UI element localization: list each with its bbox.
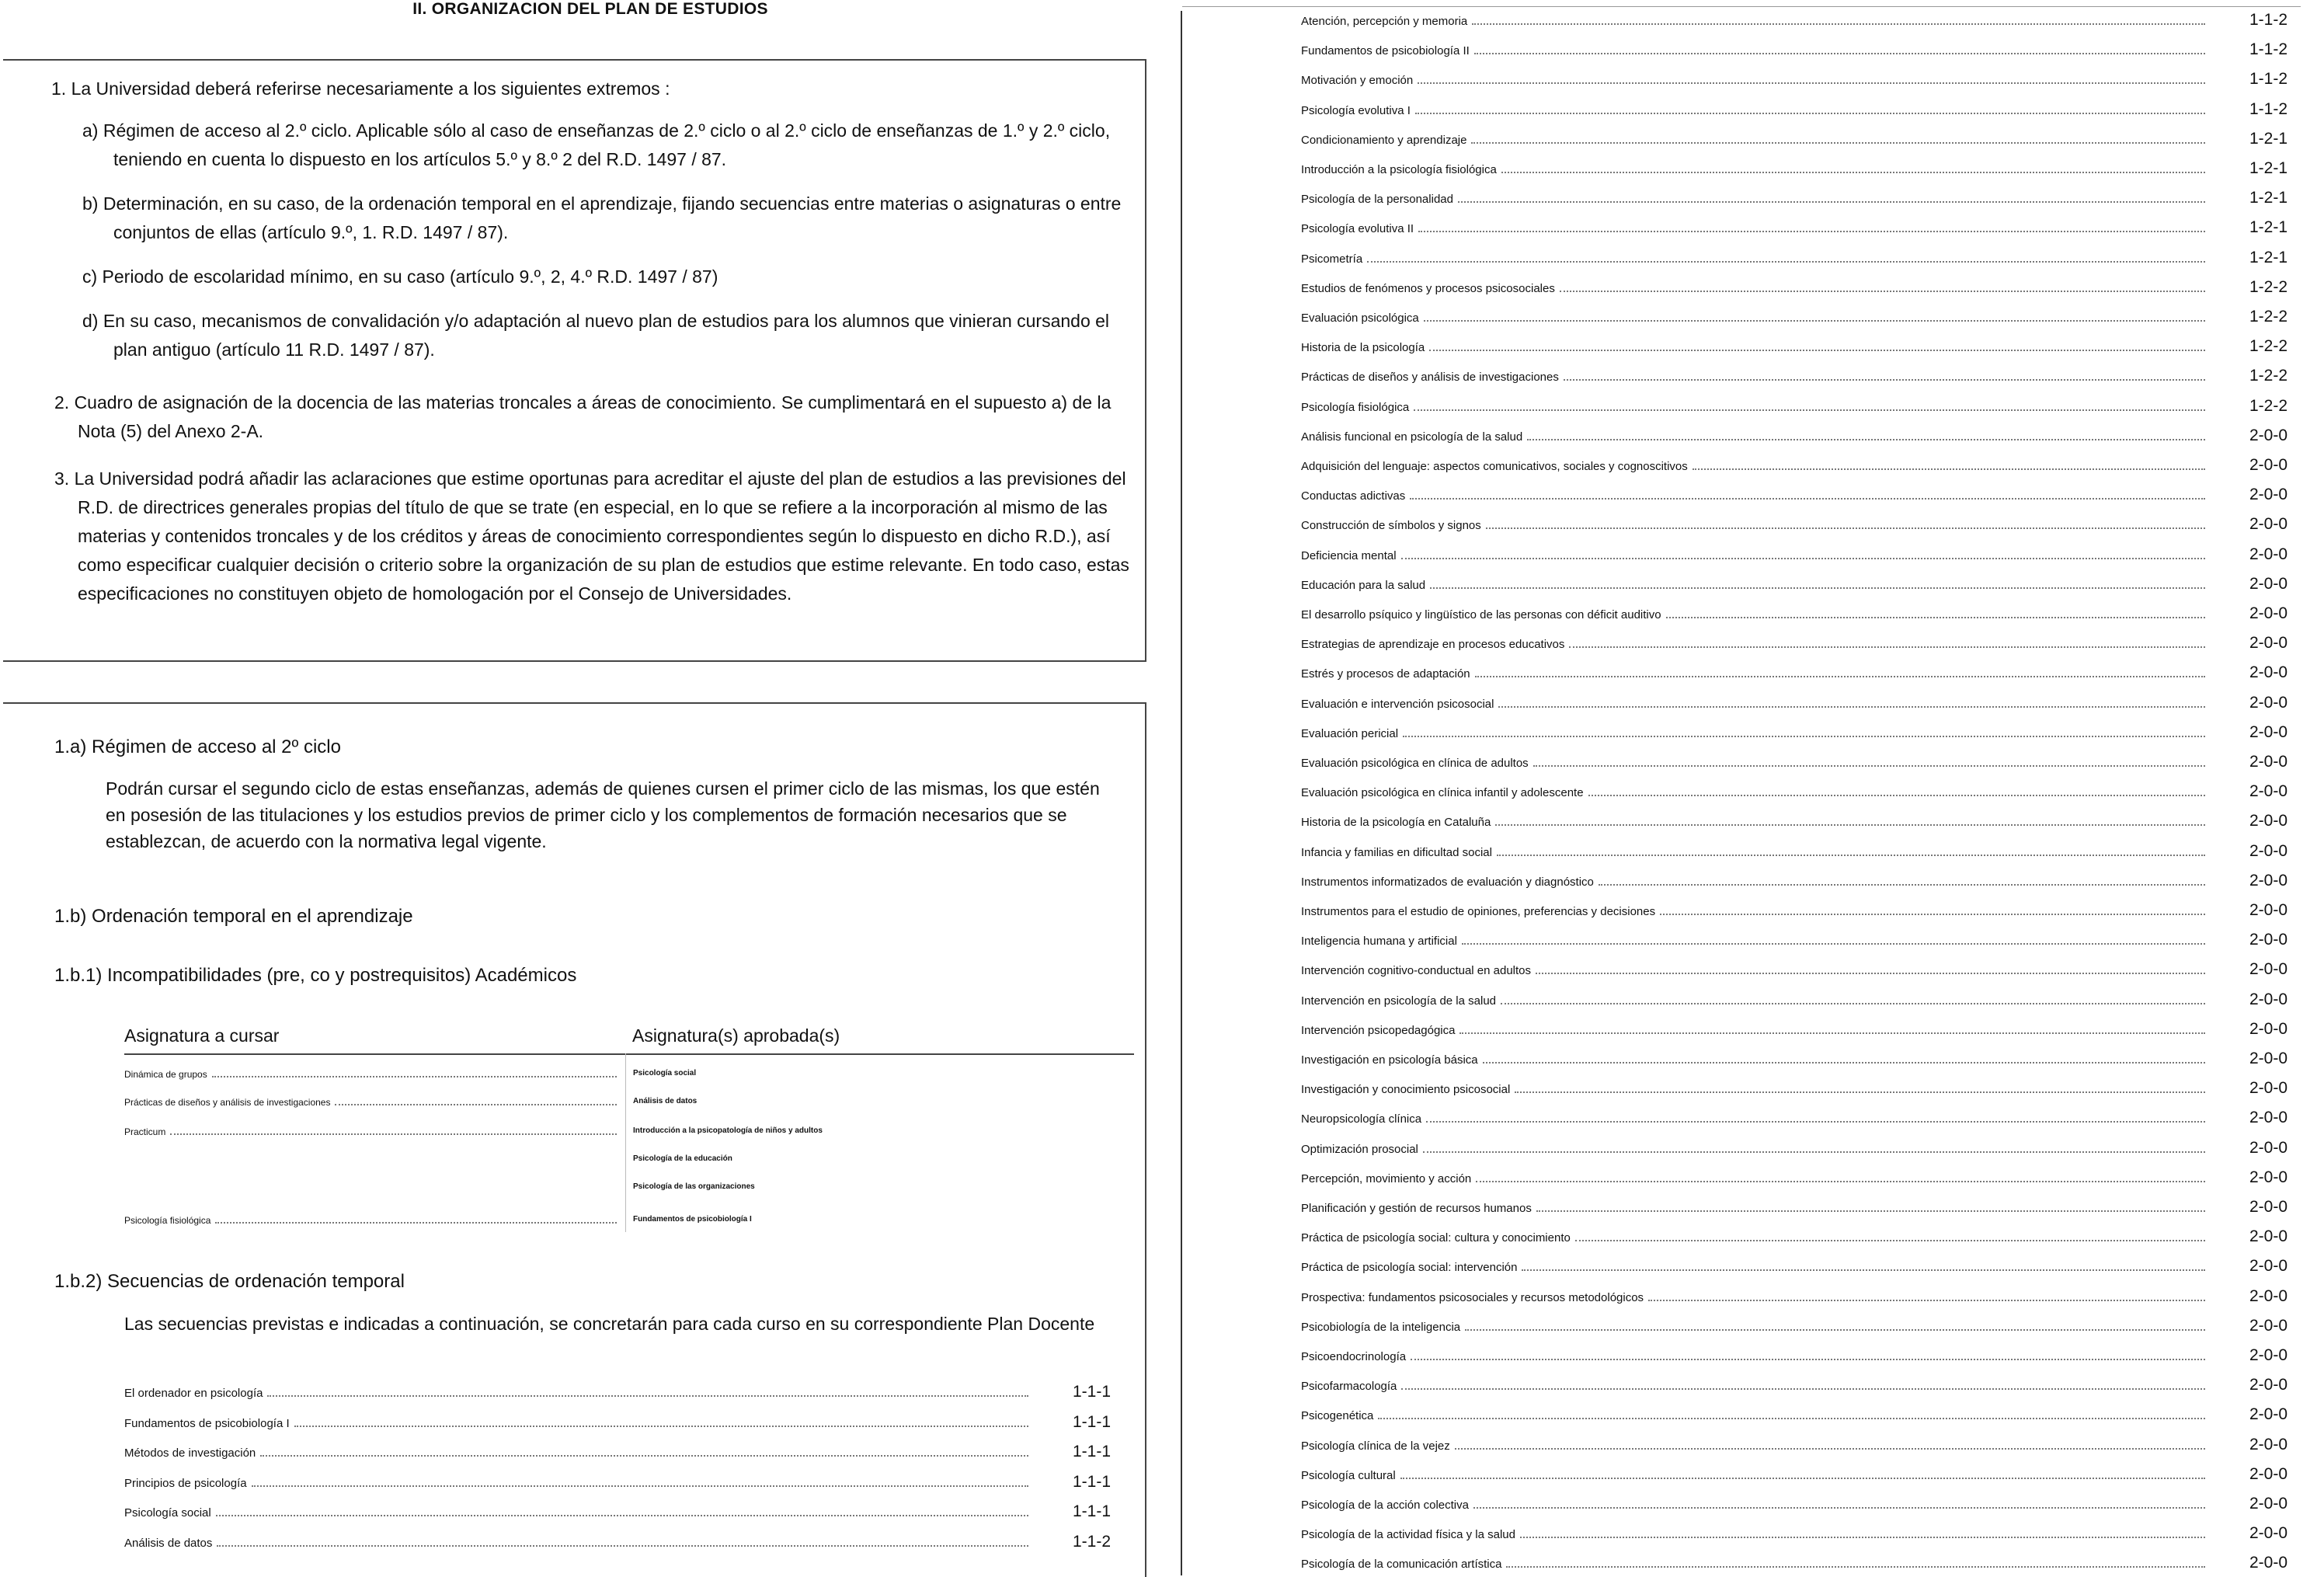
course-code: 2-0-0 [2249, 456, 2287, 474]
course-name: Prácticas de diseños y análisis de investigaciones [1301, 371, 1559, 385]
course-name: Psicología clínica de la vejez [1301, 1439, 1450, 1453]
course-name: Evaluación psicológica en clínica infantil y adolescente [1301, 786, 1584, 800]
sequence-code: 1-1-1 [1072, 1502, 1111, 1520]
dot-leader [1564, 379, 2205, 381]
dot-leader [1474, 53, 2205, 54]
course-row [1301, 456, 2287, 479]
course-code: 1-1-2 [2249, 99, 2287, 118]
dot-leader [1462, 943, 2205, 945]
course-name: Planificación y gestión de recursos humanos [1301, 1202, 1532, 1215]
course-code: 2-0-0 [2249, 931, 2287, 949]
sequence-row [124, 1473, 1111, 1496]
course-name: Psicometría [1301, 252, 1363, 266]
course-name: Instrumentos informatizados de evaluación y diagnóstico [1301, 875, 1594, 889]
course-code: 2-0-0 [2249, 1464, 2287, 1483]
course-row [1301, 218, 2287, 242]
dot-leader [1575, 1240, 2205, 1241]
prereq-approved: Análisis de datos [633, 1097, 698, 1105]
sequence-row [124, 1443, 1111, 1466]
course-row [1301, 40, 2287, 64]
dot-leader [1533, 765, 2205, 767]
course-name: Estrategias de aprendizaje en procesos educativos [1301, 638, 1565, 652]
course-name: Psicología evolutiva II [1301, 222, 1414, 236]
instruction-3-text: 3. La Universidad podrá añadir las aclaraciones que estime oportunas para acreditar el ajuste del plan de estudios a las previsiones del R.D. de directrices generales propias del título de que se trate (en especial, en lo que se refiere a la incorporación al mismo de las materias y contenidos troncales y de los créditos y áreas de conocimiento correspondientes según lo dispuesto en dicho R.D.), así como especificar cualquier decisión o criterio sobre la organización de su plan de estudios que estime relevante. En todo caso, estas especificaciones no constituyen objeto de homologación por el Consejo de Universidades. [54, 468, 1129, 604]
course-code: 2-0-0 [2249, 1316, 2287, 1335]
dot-leader [1501, 1003, 2205, 1004]
course-row [1301, 723, 2287, 747]
course-code: 2-0-0 [2249, 693, 2287, 712]
course-name: Práctica de psicología social: cultura y conocimiento [1301, 1231, 1571, 1245]
dot-leader [1660, 914, 2205, 915]
course-name: Psicología fisiológica [1301, 400, 1410, 414]
prereq-row [124, 1215, 1134, 1232]
course-row [1301, 604, 2287, 628]
course-row [1301, 1317, 2287, 1340]
prereq-column-divider [625, 1053, 626, 1232]
dot-leader [1475, 676, 2205, 677]
dot-leader [216, 1515, 1028, 1516]
course-row [1301, 753, 2287, 776]
dot-leader [1515, 1091, 2205, 1093]
dot-leader [1472, 23, 2205, 25]
course-name: Evaluación psicológica [1301, 312, 1419, 325]
course-row [1301, 1436, 2287, 1459]
course-code: 2-0-0 [2249, 663, 2287, 682]
course-name: Infancia y familias en dificultad social [1301, 845, 1492, 859]
dot-leader [1599, 884, 2205, 886]
course-row [1301, 1227, 2287, 1251]
course-code: 1-2-2 [2249, 337, 2287, 356]
course-name: Psicología evolutiva I [1301, 103, 1411, 117]
course-name: Psicología de la acción colectiva [1301, 1499, 1469, 1512]
course-name: Evaluación psicológica en clínica de adultos [1301, 757, 1529, 770]
course-code: 2-0-0 [2249, 1405, 2287, 1424]
course-name: Motivación y emoción [1301, 74, 1414, 88]
course-name: Psicología de la personalidad [1301, 193, 1453, 207]
course-code: 2-0-0 [2249, 960, 2287, 979]
sequence-course: El ordenador en psicología [124, 1387, 263, 1400]
course-row [1301, 901, 2287, 924]
dot-leader [1693, 468, 2205, 470]
dot-leader [1401, 558, 2205, 559]
course-row [1301, 634, 2287, 657]
course-row [1301, 1495, 2287, 1518]
course-name: Psicología de la actividad física y la salud [1301, 1528, 1515, 1542]
prereq-course: Prácticas de diseños y análisis de investigaciones [124, 1097, 331, 1108]
column-approved-header: Asignatura(s) aprobada(s) [632, 1025, 840, 1046]
course-code: 2-0-0 [2249, 1050, 2287, 1067]
dot-leader [1506, 1566, 2205, 1568]
dot-leader [1536, 1210, 2205, 1212]
course-name: Historia de la psicología [1301, 341, 1425, 355]
course-row [1301, 1376, 2287, 1399]
prereq-row [124, 1182, 1134, 1199]
dot-leader [1430, 587, 2205, 589]
course-row [1301, 694, 2287, 717]
course-code: 2-0-0 [2249, 871, 2287, 889]
course-name: Evaluación pericial [1301, 726, 1399, 740]
section-1a-text: Podrán cursar el segundo ciclo de estas enseñanzas, además de quienes cursen el primer ciclo de las mismas, los que estén en posesión de las titulaciones y los estudios previos de primer ciclo y los complementos de formación necesarios que se establezcan, de acuerdo con la normativa legal vigente. [106, 778, 1100, 851]
course-code: 1-2-1 [2249, 159, 2287, 177]
prereq-row [124, 1126, 1134, 1144]
dot-leader [1536, 973, 2205, 974]
course-code: 2-0-0 [2249, 901, 2287, 919]
course-row [1301, 1524, 2287, 1547]
dot-leader [1400, 1478, 2205, 1479]
course-code: 2-0-0 [2249, 753, 2287, 771]
table-header-rule [124, 1053, 1134, 1055]
course-name: Psicología de la comunicación artística [1301, 1558, 1502, 1572]
course-row [1301, 337, 2287, 360]
course-name: Investigación y conocimiento psicosocial [1301, 1083, 1511, 1097]
sequence-code: 1-1-1 [1072, 1412, 1111, 1431]
course-row [1301, 130, 2287, 153]
course-code: 1-1-2 [2249, 11, 2287, 29]
dot-leader [294, 1426, 1028, 1427]
course-code: 2-0-0 [2249, 1257, 2287, 1276]
prereq-course: Psicología fisiológica [124, 1215, 211, 1226]
sequence-row [124, 1502, 1111, 1526]
course-row [1301, 1257, 2287, 1280]
course-code: 2-0-0 [2249, 812, 2287, 830]
course-row [1301, 159, 2287, 183]
course-name: Estrés y procesos de adaptación [1301, 667, 1470, 681]
dot-leader [1497, 855, 2205, 856]
dot-leader [1458, 201, 2205, 203]
prereq-course: Practicum [124, 1126, 166, 1137]
course-code: 2-0-0 [2249, 1495, 2287, 1513]
section-1b2-text: Las secuencias previstas e indicadas a continuación, se concretarán para cada curso en su correspondiente Plan Docente [124, 1314, 1095, 1334]
course-name: Inteligencia humana y artificial [1301, 935, 1457, 949]
course-name: Intervención cognitivo-conductual en adultos [1301, 964, 1532, 978]
instruction-item-b: b) Determinación, en su caso, de la ordenación temporal en el aprendizaje, fijando secuencias entre materias o asignaturas o entre conjuntos de ellas (artículo 9.º, 1. R.D. 1497 / 87). [82, 193, 1122, 242]
prereq-row [124, 1069, 1134, 1086]
dot-leader [260, 1455, 1028, 1457]
course-row [1301, 1139, 2287, 1162]
course-row [1301, 1465, 2287, 1488]
dot-leader [1471, 142, 2205, 144]
course-row [1301, 782, 2287, 806]
course-code: 2-0-0 [2249, 1168, 2287, 1186]
course-name: Conductas adictivas [1301, 489, 1406, 503]
course-row [1301, 249, 2287, 272]
prereq-row [124, 1154, 1134, 1171]
sequence-code: 1-1-1 [1072, 1472, 1111, 1491]
dot-leader [1483, 1062, 2205, 1064]
course-code: 1-2-2 [2249, 367, 2287, 385]
dot-leader [1414, 409, 2205, 411]
course-row [1301, 1050, 2287, 1073]
section-1a-heading: 1.a) Régimen de acceso al 2º ciclo [54, 736, 341, 757]
course-code: 2-0-0 [2249, 515, 2287, 534]
sequence-row [124, 1383, 1111, 1406]
course-code: 2-0-0 [2249, 1109, 2287, 1127]
course-row [1301, 1168, 2287, 1192]
course-code: 2-0-0 [2249, 1019, 2287, 1038]
dot-leader [1465, 1329, 2205, 1331]
prereq-approved: Fundamentos de psicobiología I [633, 1215, 752, 1224]
instruction-1-items [67, 117, 1123, 364]
course-code: 2-0-0 [2249, 574, 2287, 593]
dot-leader [1367, 261, 2205, 263]
course-name: Prospectiva: fundamentos psicosociales y recursos metodológicos [1301, 1290, 1644, 1304]
course-code: 1-1-2 [2249, 40, 2287, 59]
course-name: Estudios de fenómenos y procesos psicosociales [1301, 281, 1555, 295]
instruction-item-a: a) Régimen de acceso al 2.º ciclo. Aplicable sólo al caso de enseñanzas de 2.º ciclo o al 2.º ciclo de enseñanzas de 1.º y 2.º ciclo, teniendo en cuenta lo dispuesto en los artículos 5.º y 8.º 2 del R.D. 1497 / 87. [82, 120, 1111, 169]
course-row [1301, 100, 2287, 124]
course-code: 1-1-2 [2249, 70, 2287, 89]
course-code: 1-2-2 [2249, 308, 2287, 325]
course-code: 2-0-0 [2249, 545, 2287, 563]
course-row [1301, 575, 2287, 598]
course-row [1301, 872, 2287, 895]
course-row [1301, 990, 2287, 1014]
course-name: Análisis funcional en psicología de la salud [1301, 430, 1523, 444]
course-name: Intervención psicopedagógica [1301, 1023, 1456, 1037]
course-row [1301, 1109, 2287, 1132]
course-code: 2-0-0 [2249, 486, 2287, 504]
course-name: Instrumentos para el estudio de opiniones, preferencias y decisiones [1301, 905, 1656, 918]
dot-leader [1411, 1359, 2205, 1360]
prereq-course: Dinámica de grupos [124, 1069, 207, 1080]
dot-leader [1423, 1151, 2205, 1153]
course-row [1301, 1554, 2287, 1577]
prereq-approved: Psicología social [633, 1069, 697, 1077]
sequence-row [124, 1533, 1111, 1556]
course-code: 1-2-1 [2249, 189, 2287, 207]
prereq-approved: Psicología de la educación [633, 1154, 732, 1163]
dot-leader [1498, 706, 2205, 708]
page-title: II. ORGANIZACION DEL PLAN DE ESTUDIOS [412, 0, 768, 18]
course-name: Psicofarmacología [1301, 1380, 1397, 1394]
course-code: 1-2-2 [2249, 277, 2287, 296]
sequence-course: Fundamentos de psicobiología I [124, 1416, 290, 1430]
dot-leader [1501, 172, 2205, 173]
prereq-approved: Introducción a la psicopatología de niños y adultos [633, 1126, 823, 1135]
course-code: 2-0-0 [2249, 990, 2287, 1008]
instruction-2 [54, 388, 1150, 446]
course-code: 2-0-0 [2249, 1286, 2287, 1305]
dot-leader [1424, 320, 2205, 322]
dot-leader [1426, 1121, 2205, 1123]
course-row [1301, 486, 2287, 509]
sequence-course: Análisis de datos [124, 1536, 213, 1550]
course-name: Evaluación e intervención psicosocial [1301, 697, 1494, 711]
course-row [1301, 11, 2287, 34]
instruction-item-c: c) Periodo de escolaridad mínimo, en su caso (artículo 9.º, 2, 4.º R.D. 1497 / 87) [82, 266, 718, 287]
course-name: Historia de la psicología en Cataluña [1301, 816, 1491, 830]
dot-leader [1418, 231, 2205, 232]
dot-leader [1378, 1418, 2205, 1419]
course-row [1301, 308, 2287, 331]
dot-leader [1410, 498, 2205, 500]
prereq-row [124, 1097, 1134, 1114]
course-name: Educación para la salud [1301, 578, 1426, 592]
dot-leader [1418, 82, 2205, 84]
course-row [1301, 842, 2287, 865]
course-code: 2-0-0 [2249, 841, 2287, 860]
dot-leader [1429, 350, 2205, 351]
instruction-1-intro: 1. La Universidad deberá referirse necesariamente a los siguientes extremos : [51, 78, 670, 99]
right-page [1181, 0, 2324, 1575]
course-code: 1-2-1 [2249, 248, 2287, 266]
course-code: 2-0-0 [2249, 782, 2287, 801]
course-name: Neuropsicología clínica [1301, 1112, 1422, 1126]
course-row [1301, 812, 2287, 835]
dot-leader [1455, 1448, 2205, 1450]
course-row [1301, 1405, 2287, 1429]
course-name: Condicionamiento y aprendizaje [1301, 133, 1467, 147]
course-row [1301, 367, 2287, 390]
dot-leader [1486, 527, 2205, 529]
course-name: Adquisición del lenguaje: aspectos comunicativos, sociales y cognoscitivos [1301, 460, 1688, 473]
dot-leader [1459, 1032, 2205, 1034]
course-name: Optimización prosocial [1301, 1142, 1418, 1156]
course-name: Psicología cultural [1301, 1468, 1396, 1482]
course-name: Psicogenética [1301, 1409, 1374, 1423]
course-row [1301, 663, 2287, 687]
course-name: Fundamentos de psicobiología II [1301, 44, 1470, 58]
course-row [1301, 1020, 2287, 1043]
course-name: Psicoendocrinología [1301, 1350, 1407, 1363]
course-row [1301, 189, 2287, 212]
instruction-1 [51, 75, 1123, 103]
course-row [1301, 278, 2287, 301]
course-code: 1-2-1 [2249, 218, 2287, 237]
dot-leader [1415, 113, 2205, 114]
sequence-course: Métodos de investigación [124, 1446, 256, 1460]
dot-leader [1569, 646, 2205, 648]
course-code: 2-0-0 [2249, 634, 2287, 653]
section-1b2-heading: 1.b.2) Secuencias de ordenación temporal [54, 1271, 405, 1292]
course-code: 2-0-0 [2249, 1138, 2287, 1157]
instruction-item-d: d) En su caso, mecanismos de convalidación y/o adaptación al nuevo plan de estudios para los alumnos que vinieran cursando el plan antiguo (artículo 11 R.D. 1497 / 87). [82, 311, 1110, 360]
course-name: Construcción de símbolos y signos [1301, 519, 1481, 533]
course-row [1301, 1198, 2287, 1221]
dot-leader [1476, 1181, 2205, 1182]
course-name: Deficiencia mental [1301, 548, 1397, 562]
instruction-3 [54, 465, 1150, 608]
course-code: 2-0-0 [2249, 1524, 2287, 1543]
sequence-course: Psicología social [124, 1506, 211, 1520]
course-name: Percepción, movimiento y acción [1301, 1171, 1472, 1185]
sequence-course: Principios de psicología [124, 1476, 247, 1490]
sequence-code: 1-1-1 [1072, 1383, 1111, 1401]
course-row [1301, 70, 2287, 93]
course-row [1301, 426, 2287, 450]
dot-leader [267, 1395, 1028, 1397]
dot-leader [1473, 1507, 2205, 1509]
course-code: 2-0-0 [2249, 604, 2287, 622]
dot-leader [252, 1485, 1028, 1487]
dot-leader [1527, 439, 2205, 440]
dot-leader [217, 1545, 1028, 1547]
sequence-code: 1-1-1 [1072, 1443, 1111, 1460]
sequence-row [124, 1413, 1111, 1436]
course-code: 2-0-0 [2249, 1198, 2287, 1216]
course-row [1301, 397, 2287, 420]
course-code: 2-0-0 [2249, 1079, 2287, 1098]
course-name: Psicobiología de la inteligencia [1301, 1320, 1461, 1334]
section-1b1-heading: 1.b.1) Incompatibilidades (pre, co y postrequisitos) Académicos [54, 965, 577, 986]
course-code: 2-0-0 [2249, 1227, 2287, 1246]
instruction-2-text: 2. Cuadro de asignación de la docencia de las materias troncales a áreas de conocimiento. Se cumplimentará en el supuesto a) de la Nota (5) del Anexo 2-A. [54, 392, 1112, 441]
course-code: 1-2-1 [2249, 129, 2287, 148]
course-row [1301, 931, 2287, 954]
course-name: Intervención en psicología de la salud [1301, 994, 1497, 1008]
course-code: 2-0-0 [2249, 722, 2287, 741]
dot-leader [1666, 617, 2205, 618]
dot-leader [1401, 1388, 2205, 1390]
course-row [1301, 960, 2287, 983]
course-code: 1-2-2 [2249, 396, 2287, 415]
course-code: 2-0-0 [2249, 1554, 2287, 1572]
course-code: 2-0-0 [2249, 1376, 2287, 1394]
course-code: 2-0-0 [2249, 1346, 2287, 1364]
course-row [1301, 1287, 2287, 1311]
dot-leader [1495, 824, 2205, 826]
course-name: Introducción a la psicología fisiológica [1301, 163, 1497, 176]
dot-leader [1520, 1537, 2205, 1538]
course-row [1301, 515, 2287, 538]
course-name: El desarrollo psíquico y lingüístico de las personas con déficit auditivo [1301, 608, 1661, 621]
course-row [1301, 545, 2287, 569]
dot-leader [1588, 795, 2205, 796]
section-1b-heading: 1.b) Ordenación temporal en el aprendizaje [54, 906, 413, 927]
course-code: 2-0-0 [2249, 426, 2287, 444]
course-code: 2-0-0 [2249, 1435, 2287, 1453]
sequence-code: 1-1-2 [1072, 1532, 1111, 1551]
course-name: Investigación en psicología básica [1301, 1053, 1478, 1067]
course-row [1301, 1079, 2287, 1102]
dot-leader [1403, 736, 2205, 737]
course-row [1301, 1346, 2287, 1370]
dot-leader [1560, 291, 2205, 292]
column-course-header: Asignatura a cursar [124, 1025, 280, 1046]
course-name: Atención, percepción y memoria [1301, 15, 1468, 28]
dot-leader [1522, 1269, 2205, 1271]
dot-leader [1648, 1300, 2205, 1301]
prereq-approved: Psicología de las organizaciones [633, 1182, 755, 1191]
course-name: Práctica de psicología social: intervención [1301, 1261, 1518, 1275]
